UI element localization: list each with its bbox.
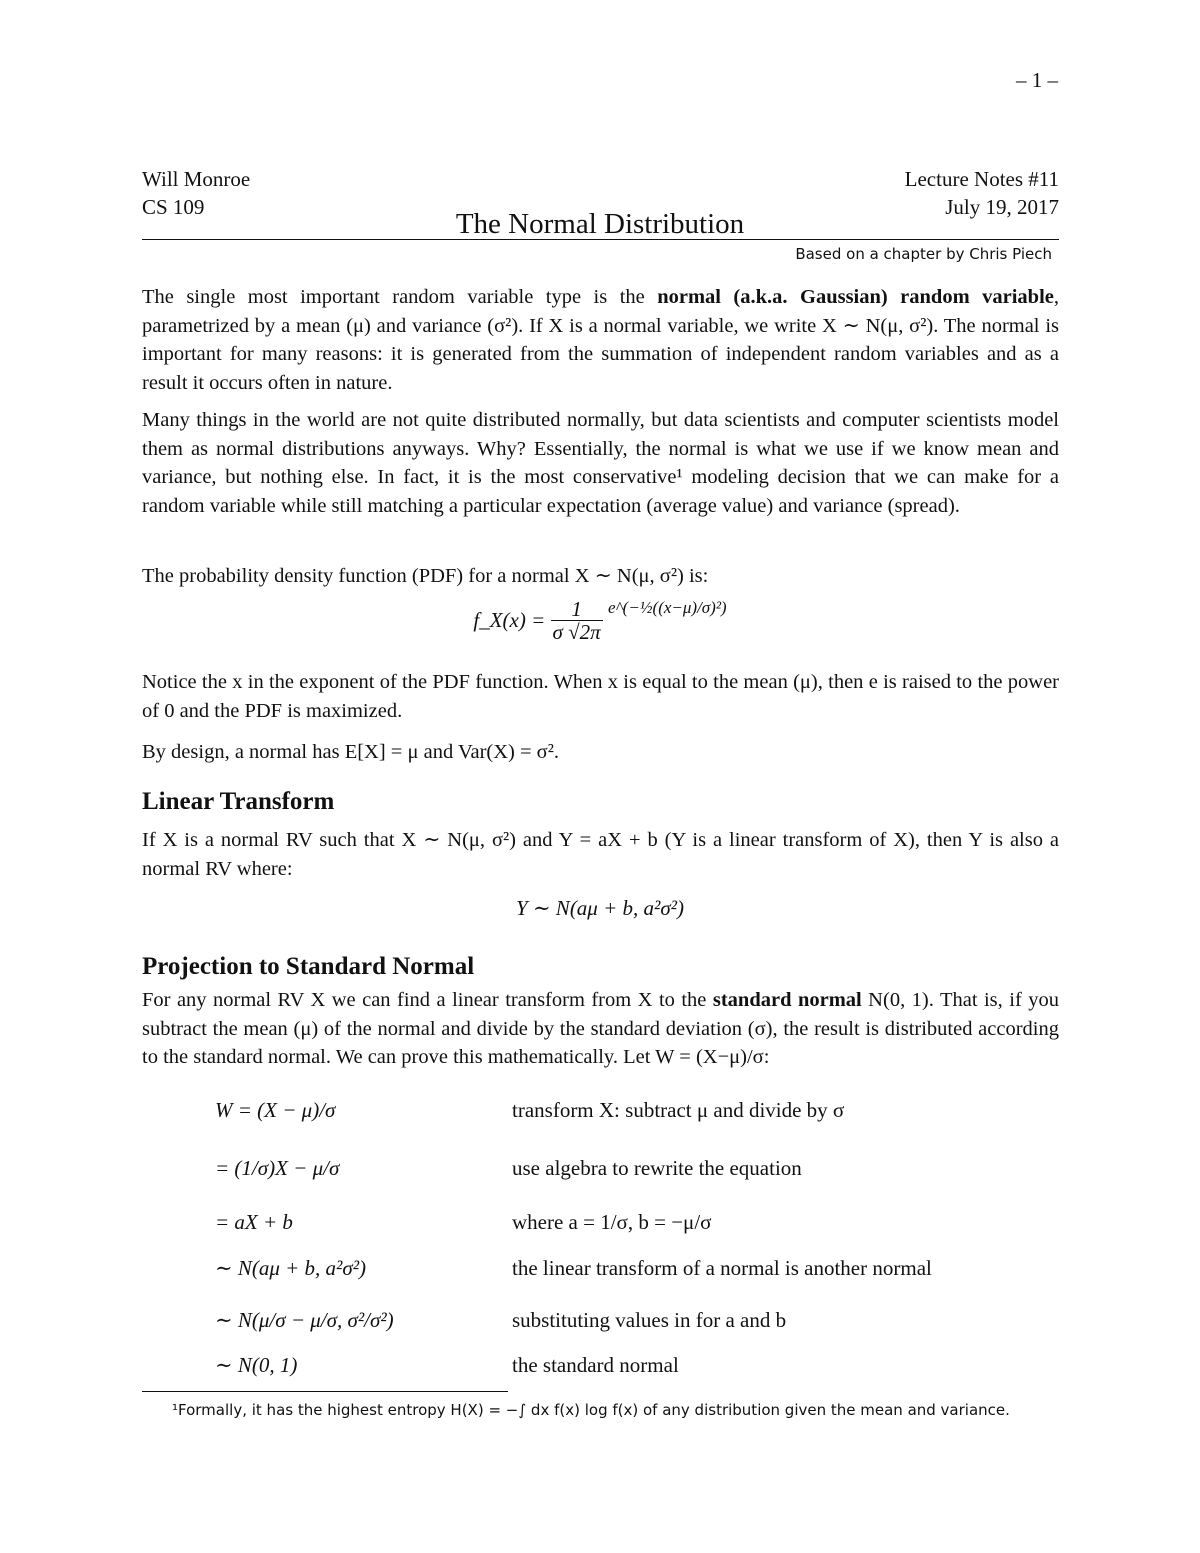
derivation-step: ∼ N(aμ + b, a²σ²) the linear transform of a normal is another normal (215, 1256, 932, 1280)
derivation-step: W = (X − μ)/σ transform X: subtract μ and divide by σ (215, 1098, 845, 1122)
pdf-intro-text: The probability density function (PDF) for a normal X ∼ N(μ, σ²) is: (142, 565, 709, 587)
page-title: The Normal Distribution (455, 208, 745, 240)
projection-heading: Projection to Standard Normal (142, 953, 475, 980)
design-paragraph: By design, a normal has E[X] = μ and Var(X) = σ². (142, 741, 559, 763)
footnote-rule (142, 1391, 508, 1392)
course: CS 109 (142, 195, 205, 219)
notes-label: Lecture Notes #11 (904, 167, 1059, 191)
linear-transform-heading: Linear Transform (142, 788, 335, 815)
linear-transform-formula: Y ∼ N(aμ + b, a²σ²) (516, 896, 684, 920)
derivation-step: = aX + b where a = 1/σ, b = −μ/σ (215, 1210, 712, 1234)
linear-transform-text: If X is a normal RV such that X ∼ N(μ, σ²) and Y = aX + b (Y is a linear transform of X), then Y is also a normal RV where: (142, 829, 1059, 880)
intro-paragraph-2: Many things in the world are not quite distributed normally, but data scientists and computer scientists model them as normal distributions anyways. Why? Essentially, the normal is what we use if we know mean and variance, but nothing else. In fact, it is the most conservative¹ modeling decision that we can make for a random variable while still matching a particular expectation (average value) and variance (spread). (142, 409, 1059, 517)
page-number: – 1 – (1016, 68, 1058, 92)
derivation-step: = (1/σ)X − μ/σ use algebra to rewrite the equation (215, 1156, 802, 1180)
title-rule (142, 239, 1059, 240)
date: July 19, 2017 (945, 195, 1059, 219)
pdf-lhs: f_X(x) = (473, 608, 546, 633)
derivation (215, 1088, 1095, 1388)
notice-paragraph: Notice the x in the exponent of the PDF function. When x is equal to the mean (μ), then e is raised to the power of 0 and the PDF is maximized. (142, 671, 1059, 722)
intro-paragraph-1: The single most important random variable type is the normal (a.k.a. Gaussian) random variable, parametrized by a mean (μ) and variance (σ²). If X is a normal variable, we write X ∼ N(μ, σ²). The normal is important for many reasons: it is generated from the summation of independent random variables and as a result it occurs often in nature. (142, 286, 1059, 394)
pdf-exponent: e^(−½((x−μ)/σ)²) (607, 598, 727, 617)
pdf-formula (0, 598, 1200, 643)
footnote: ¹Formally, it has the highest entropy H(X) = −∫ dx f(x) log f(x) of any distribution given the mean and variance. (172, 1401, 1010, 1419)
derivation-step: ∼ N(μ/σ − μ/σ, σ²/σ²) substituting values in for a and b (215, 1308, 787, 1332)
author: Will Monroe (142, 167, 251, 191)
credit-line: Based on a chapter by Chris Piech (795, 245, 1052, 263)
pdf-fraction: $\frac{1}{\sigma √2\pi}$ (552, 597, 601, 645)
derivation-step: ∼ N(0, 1) the standard normal (215, 1353, 679, 1377)
projection-text: For any normal RV X we can find a linear transform from X to the standard normal N(0, 1). That is, if you subtract the mean (μ) of the normal and divide by the standard deviation (σ), the result is distributed according to the standard normal. We can prove this mathematically. Let W = (X−μ)/σ: (142, 989, 1059, 1068)
